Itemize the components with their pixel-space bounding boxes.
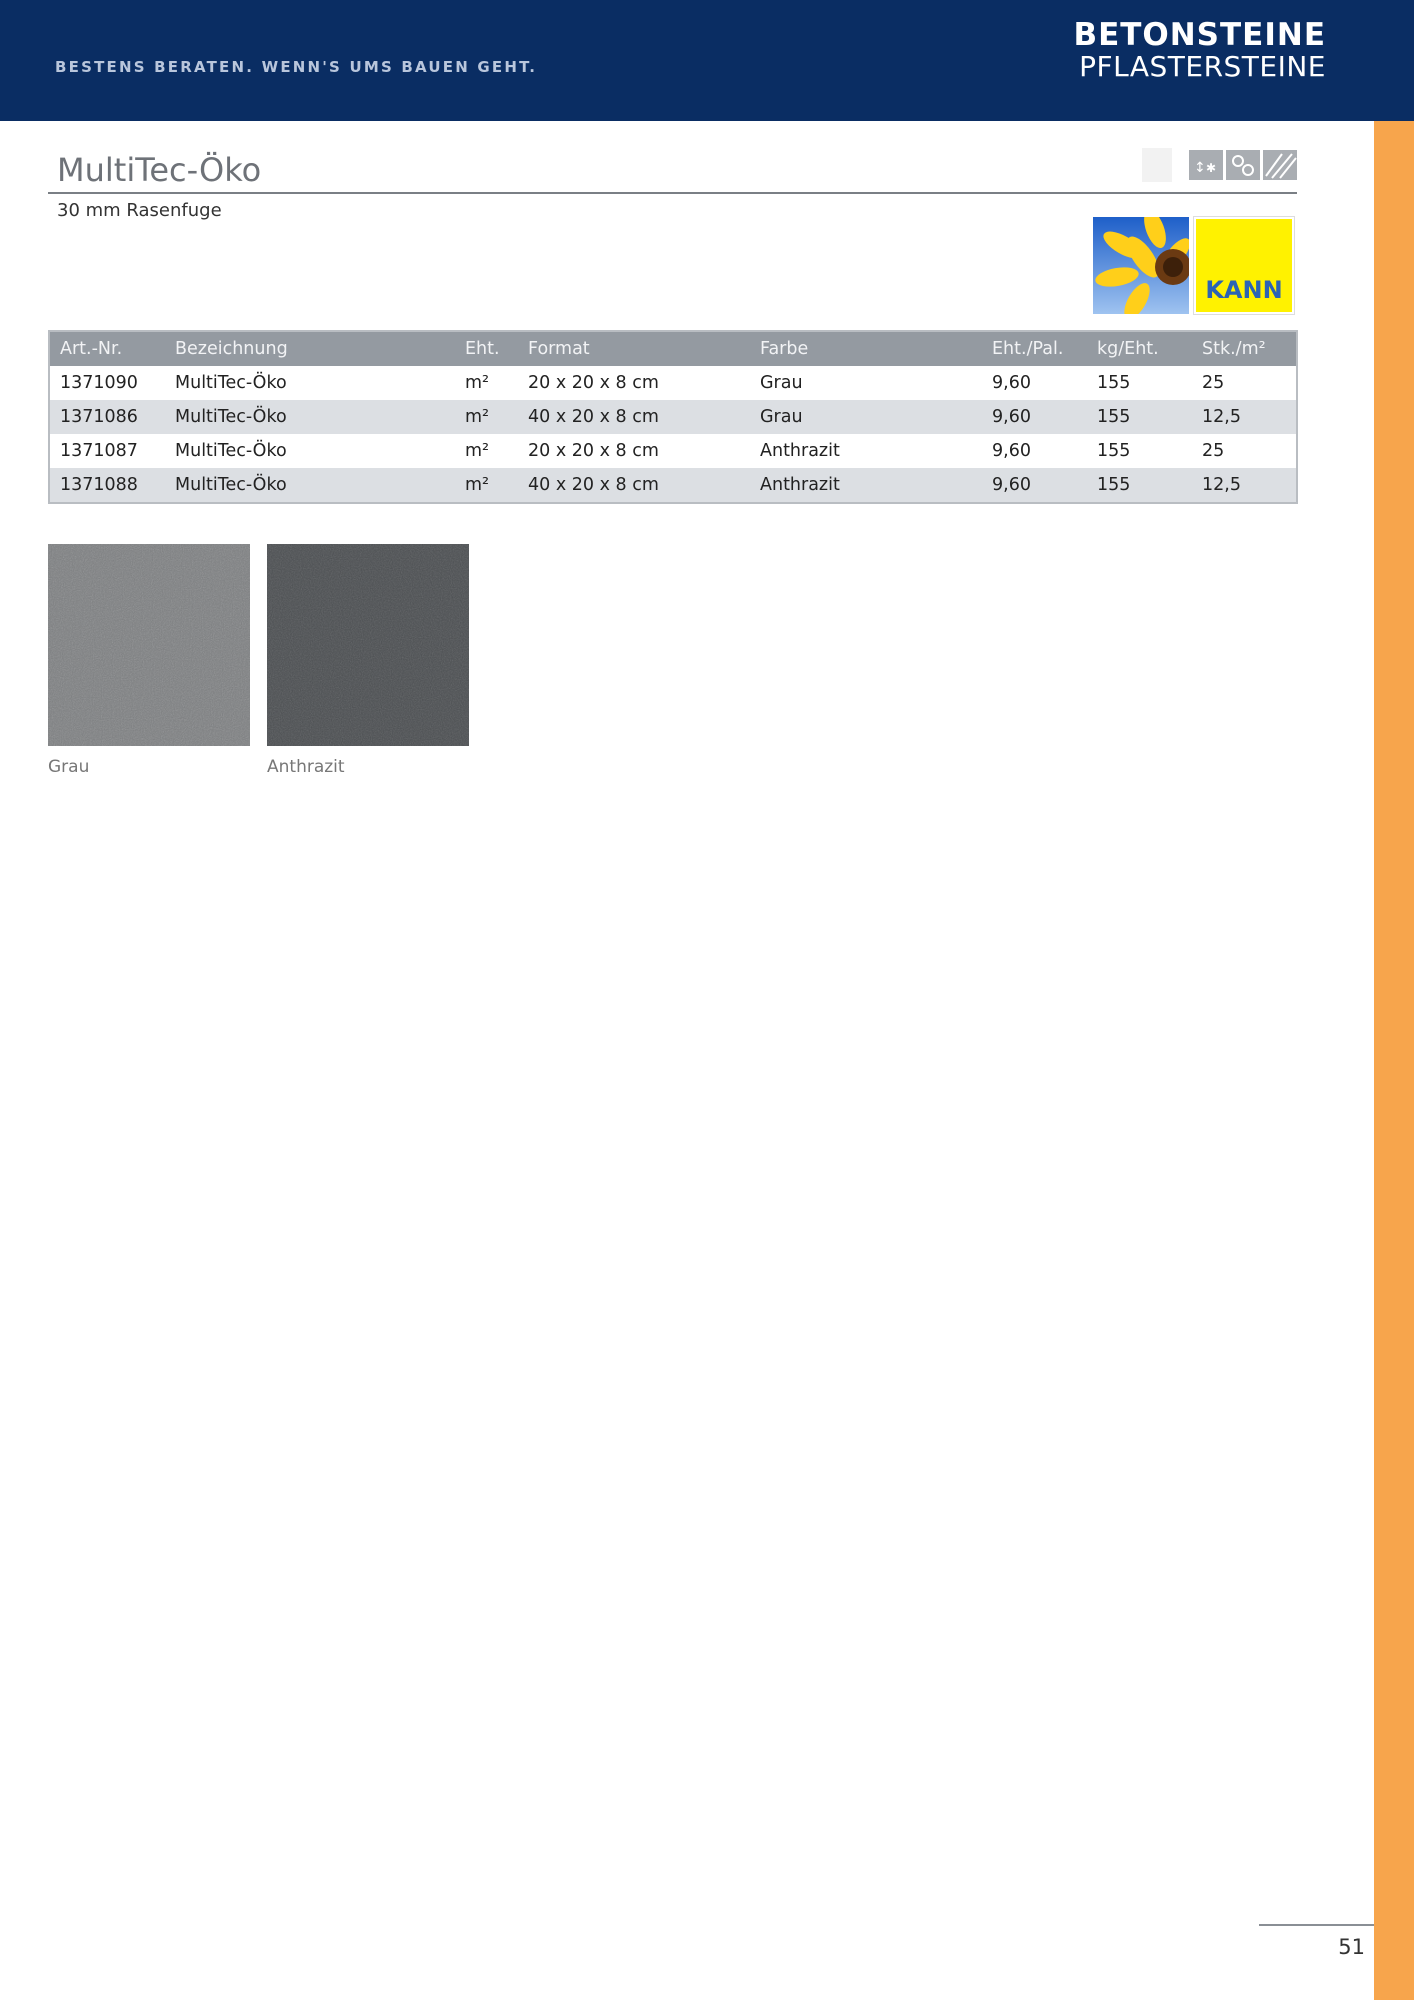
cell-eht: m² [455,400,518,434]
cell-farbe: Anthrazit [750,434,982,468]
table-row [49,434,1297,468]
cell-kg-eht: 155 [1087,434,1192,468]
feature-icons [1142,148,1297,182]
svg-text:↕: ↕ [1194,160,1206,176]
cell-farbe: Anthrazit [750,468,982,503]
cell-kg-eht: 155 [1087,366,1192,400]
cell-eht-pal: 9,60 [982,366,1087,400]
product-table [48,330,1298,504]
col-header-format: Format [518,331,750,366]
sunflower-eco-logo [1093,217,1189,314]
swatch-anthrazit-image [267,544,469,746]
footer-divider [1259,1924,1374,1926]
cell-farbe: Grau [750,366,982,400]
cell-format: 40 x 20 x 8 cm [518,400,750,434]
cell-bezeichnung: MultiTec-Öko [165,366,455,400]
table-row [49,366,1297,400]
title-divider [48,192,1297,194]
category-title: BETONSTEINE [1073,17,1326,53]
cell-stk-m2: 12,5 [1192,468,1297,503]
load-icon [1226,150,1260,180]
cell-art-nr: 1371088 [49,468,165,503]
surface-icon [1263,150,1297,180]
cell-art-nr: 1371090 [49,366,165,400]
cell-eht: m² [455,468,518,503]
drainage-icon [1189,150,1223,180]
product-subtitle: 30 mm Rasenfuge [57,200,222,221]
swatch-grau-image [48,544,250,746]
swatch-label-grau: Grau [48,757,90,777]
col-header-eht: Eht. [455,331,518,366]
page-header [0,0,1414,121]
col-header-art-nr: Art.-Nr. [49,331,165,366]
subcategory-title: PFLASTERSTEINE [1079,50,1326,83]
cell-bezeichnung: MultiTec-Öko [165,434,455,468]
cell-art-nr: 1371086 [49,400,165,434]
col-header-eht-pal: Eht./Pal. [982,331,1087,366]
cell-format: 20 x 20 x 8 cm [518,366,750,400]
kann-brand-logo [1194,217,1294,314]
table-row [49,468,1297,503]
kann-logo-text: KANN [1205,276,1283,304]
product-title: MultiTec-Öko [57,151,262,189]
cell-bezeichnung: MultiTec-Öko [165,400,455,434]
svg-text:✱: ✱ [1206,161,1217,175]
side-accent-bar [1374,121,1414,2000]
swatch-label-anthrazit: Anthrazit [267,757,345,777]
cell-stk-m2: 12,5 [1192,400,1297,434]
page-number: 51 [1338,1935,1365,1959]
cell-stk-m2: 25 [1192,366,1297,400]
blank-feature-icon [1142,148,1172,182]
col-header-kg-eht: kg/Eht. [1087,331,1192,366]
cell-format: 20 x 20 x 8 cm [518,434,750,468]
slogan: BESTENS BERATEN. WENN'S UMS BAUEN GEHT. [55,58,538,76]
cell-stk-m2: 25 [1192,434,1297,468]
cell-format: 40 x 20 x 8 cm [518,468,750,503]
cell-bezeichnung: MultiTec-Öko [165,468,455,503]
cell-kg-eht: 155 [1087,468,1192,503]
cell-art-nr: 1371087 [49,434,165,468]
cell-eht-pal: 9,60 [982,468,1087,503]
table-header-row [49,331,1297,366]
col-header-farbe: Farbe [750,331,982,366]
cell-eht: m² [455,366,518,400]
cell-eht-pal: 9,60 [982,434,1087,468]
col-header-stk-m2: Stk./m² [1192,331,1297,366]
cell-kg-eht: 155 [1087,400,1192,434]
cell-eht-pal: 9,60 [982,400,1087,434]
table-row [49,400,1297,434]
cell-farbe: Grau [750,400,982,434]
cell-eht: m² [455,434,518,468]
col-header-bezeichnung: Bezeichnung [165,331,455,366]
